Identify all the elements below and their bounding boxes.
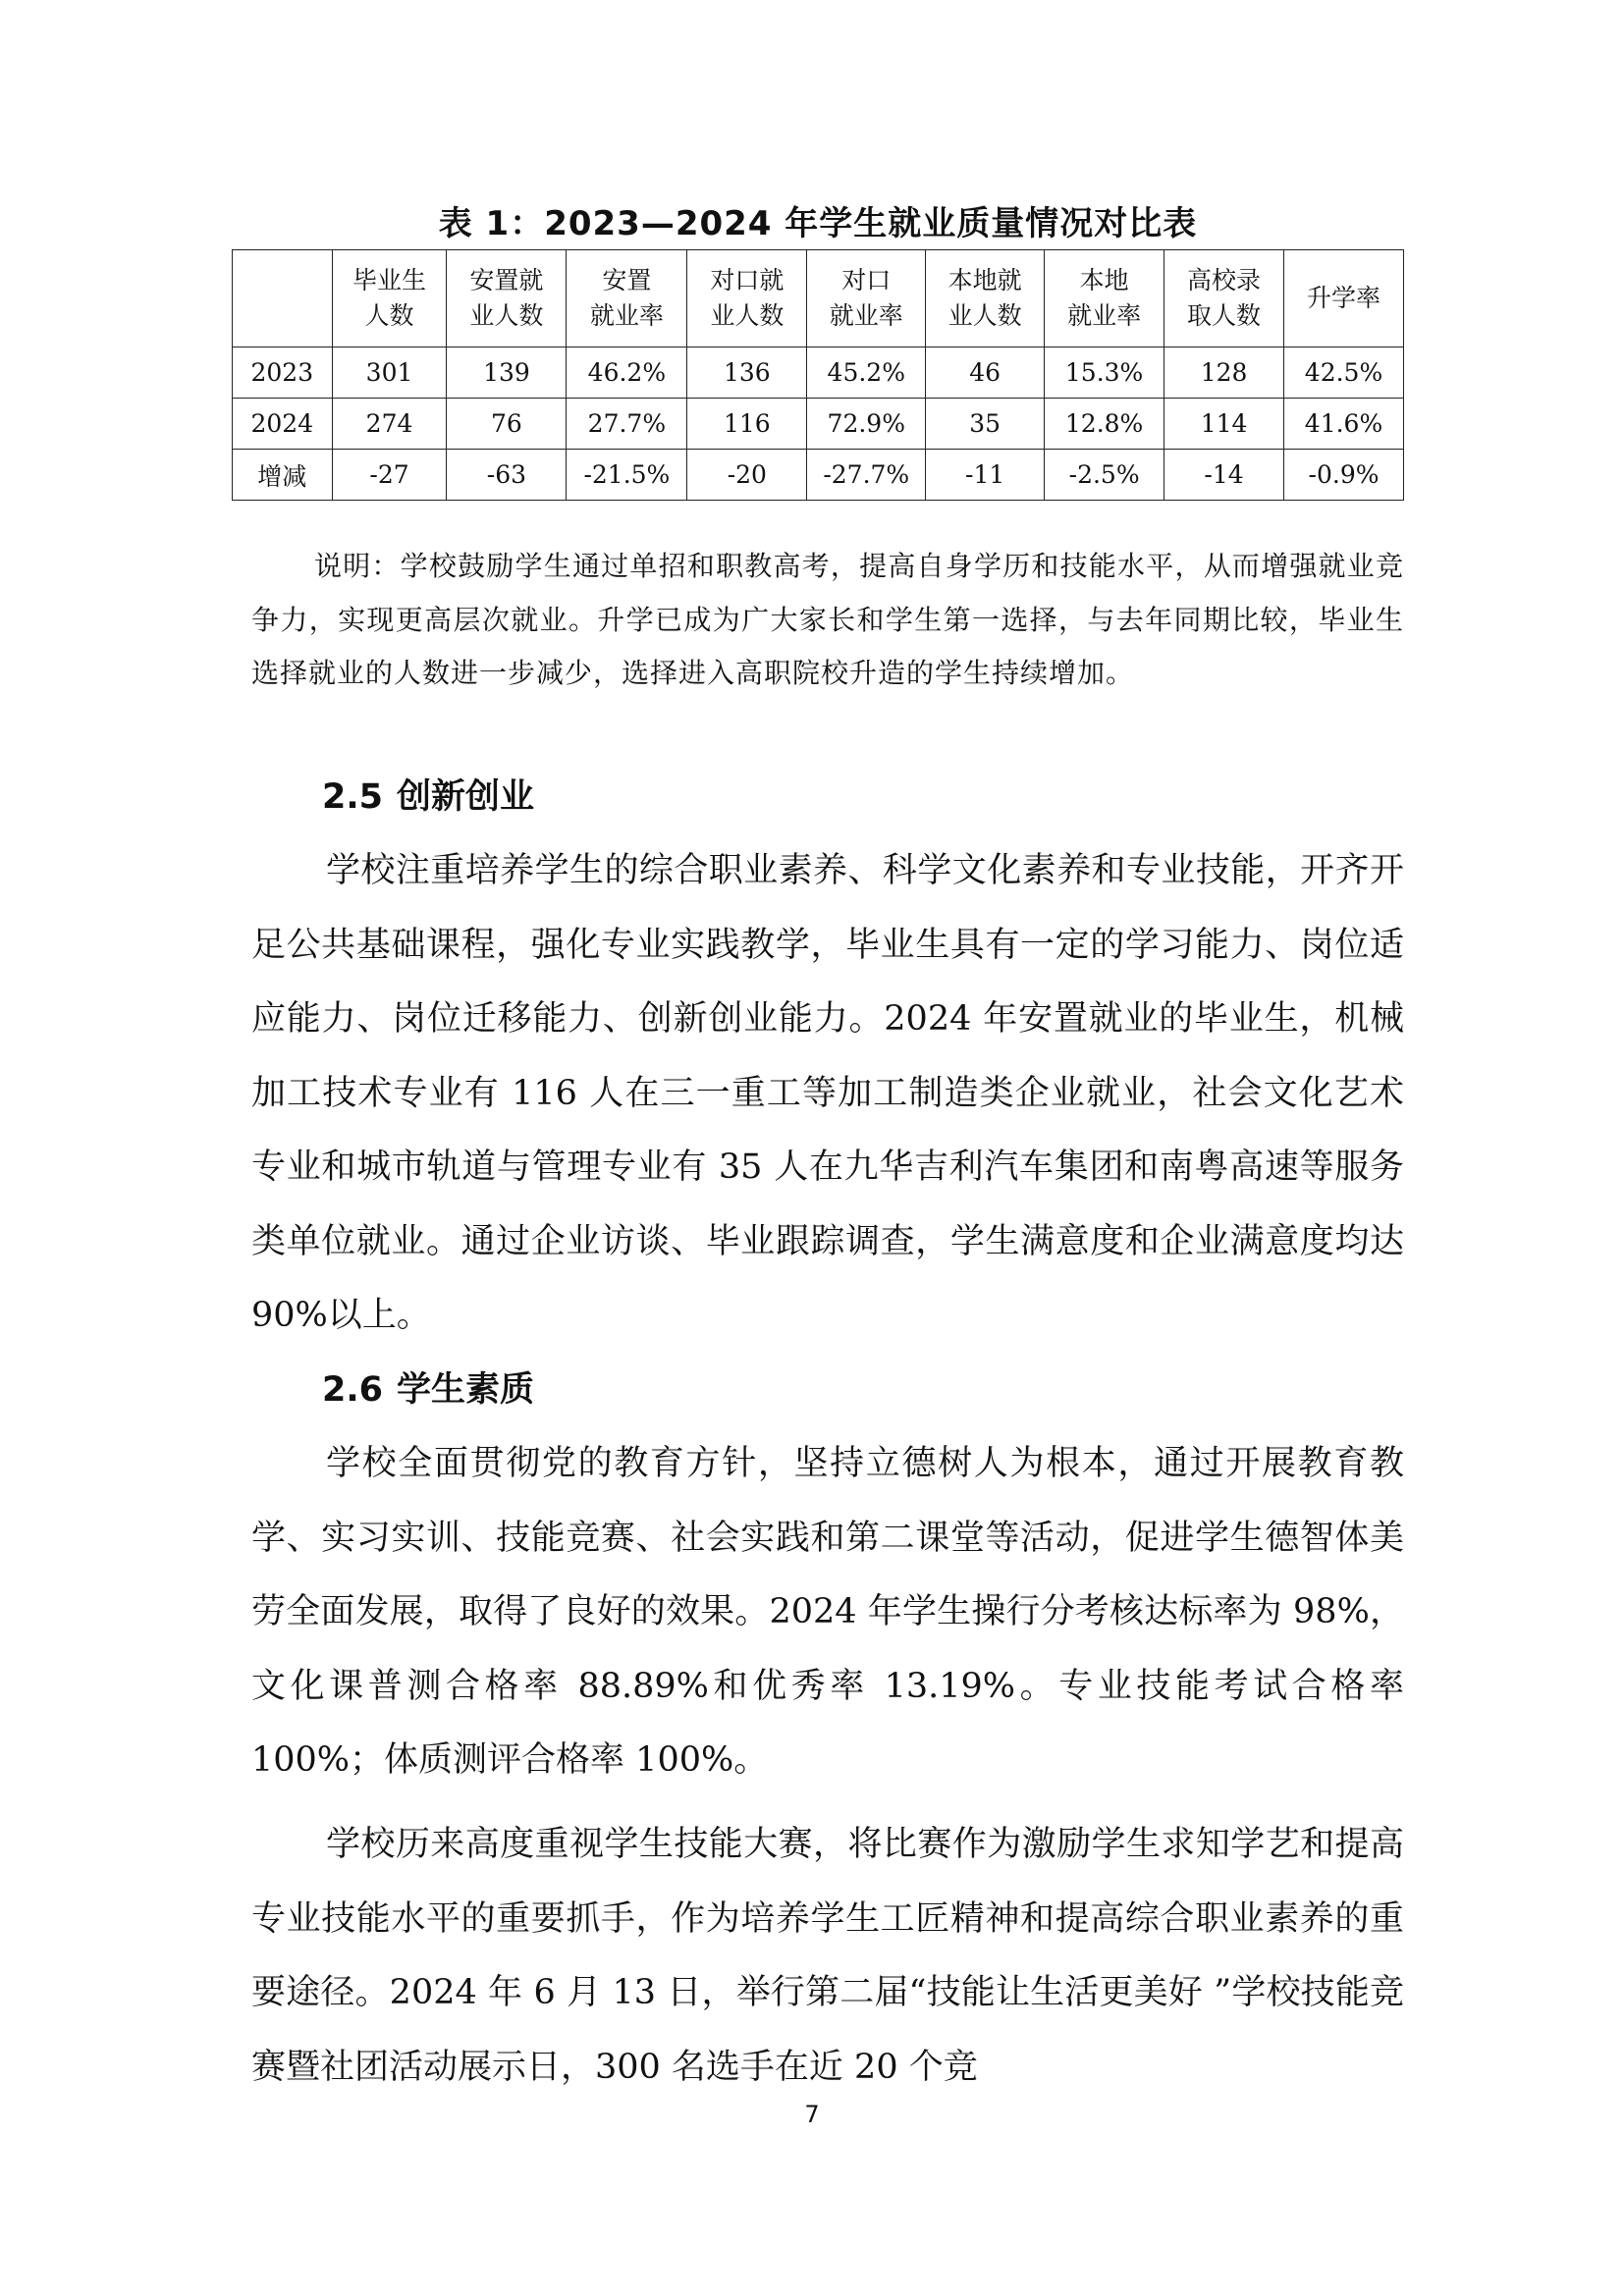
paragraph: 学校注重培养学生的综合职业素养、科学文化素养和专业技能，开齐开足公共基础课程，强化专业实践教学，毕业生具有一定的学习能力、岗位适应能力、岗位迁移能力、创新创业能力。2024 年安置就业的毕业生，机械加工技术专业有 116 人在三一重工等加工制造类企业就业，社会文化艺术专业和城市轨道与管理专业有 35 人在九华吉利汽车集团和南粤高速等服务类单位就业。通过企业访谈、毕业跟踪调查，学生满意度和企业满意度均达 90%以上。 [251, 851, 1404, 1335]
header-cell [926, 250, 1045, 347]
header-cell [687, 250, 807, 347]
note-text: 说明：学校鼓励学生通过单招和职教高考，提高自身学历和技能水平，从而增强就业竞争力，实现更高层次就业。升学已成为广大家长和学生第一选择，与去年同期比较，毕业生选择就业的人数进一步减少，选择进入高职院校升造的学生持续增加。 [251, 550, 1404, 689]
table-cell: 136 [687, 347, 807, 399]
header-cell [233, 250, 333, 347]
table-cell: 274 [332, 399, 447, 450]
table-cell: 41.6% [1284, 399, 1404, 450]
header-graduates: 毕业生 人数 [352, 266, 427, 330]
section-title: 学生素质 [397, 1370, 535, 1410]
table-cell: 76 [447, 399, 567, 450]
header-cell [1284, 250, 1404, 347]
table-cell: 46 [926, 347, 1045, 399]
paragraph: 学校历来高度重视学生技能大赛，将比赛作为激励学生求知学艺和提高专业技能水平的重要抓手，作为培养学生工匠精神和提高综合职业素养的重要途径。2024 年 6 月 13 日，举行第二届“技能让生活更美好 ”学校技能竞赛暨社团活动展示日，300 名选手在近 20 个竞 [251, 1825, 1404, 2087]
header-local: 本地就 业人数 [947, 266, 1022, 330]
section-number: 2.6 [322, 1370, 384, 1410]
table-cell: 27.7% [567, 399, 687, 450]
table-cell: -27 [332, 450, 447, 501]
table-cell: 12.8% [1045, 399, 1164, 450]
table-header-row [233, 250, 1404, 347]
table-cell: 45.2% [807, 347, 926, 399]
header-cell [1045, 250, 1164, 347]
table-cell: -63 [447, 450, 567, 501]
table-row [233, 450, 1404, 501]
header-cell [447, 250, 567, 347]
employment-comparison-table [232, 249, 1404, 501]
table-cell: 116 [687, 399, 807, 450]
table-cell: 72.9% [807, 399, 926, 450]
page-number: 7 [804, 2101, 820, 2128]
table-row [233, 399, 1404, 450]
table-cell: 2024 [233, 399, 333, 450]
header-cell [807, 250, 926, 347]
table-cell: -14 [1164, 450, 1284, 501]
table-cell: -27.7% [807, 450, 926, 501]
section-heading [322, 770, 534, 819]
table-cell: 139 [447, 347, 567, 399]
table-cell: 35 [926, 399, 1045, 450]
table-cell: 128 [1164, 347, 1284, 399]
table-cell: -20 [687, 450, 807, 501]
table-cell: 15.3% [1045, 347, 1164, 399]
header-admitted: 高校录 取人数 [1187, 266, 1262, 330]
table-note [251, 540, 1404, 701]
header-matched: 对口就 业人数 [710, 266, 785, 330]
header-cell [332, 250, 447, 347]
header-local-rate: 本地 就业率 [1067, 266, 1142, 330]
table-cell: -11 [926, 450, 1045, 501]
section-heading [322, 1362, 534, 1412]
table-cell: 2023 [233, 347, 333, 399]
header-promotion-rate: 升学率 [1307, 284, 1381, 312]
table-row [233, 347, 1404, 399]
header-placed: 安置就 业人数 [469, 266, 544, 330]
table-cell: -21.5% [567, 450, 687, 501]
table-title: 表 1：2023—2024 年学生就业质量情况对比表 [438, 204, 1198, 243]
header-placed-rate: 安置 就业率 [589, 266, 664, 330]
table-cell: 301 [332, 347, 447, 399]
section-number: 2.5 [322, 777, 384, 817]
header-cell [567, 250, 687, 347]
section-title: 创新创业 [397, 777, 535, 817]
table-cell: 42.5% [1284, 347, 1404, 399]
header-cell [1164, 250, 1284, 347]
table-cell: 114 [1164, 399, 1284, 450]
header-matched-rate: 对口 就业率 [829, 266, 903, 330]
table-cell: -0.9% [1284, 450, 1404, 501]
table-cell: 46.2% [567, 347, 687, 399]
table-cell: -2.5% [1045, 450, 1164, 501]
table-cell: 增减 [233, 450, 333, 501]
paragraph: 学校全面贯彻党的教育方针，坚持立德树人为根本，通过开展教育教学、实习实训、技能竞赛、社会实践和第二课堂等活动，促进学生德智体美劳全面发展，取得了良好的效果。2024 年学生操行分考核达标率为 98%，文化课普测合格率 88.89%和优秀率 13.19%。专业技能考试合格率 100%；体质测评合格率 100%。 [251, 1444, 1404, 1780]
